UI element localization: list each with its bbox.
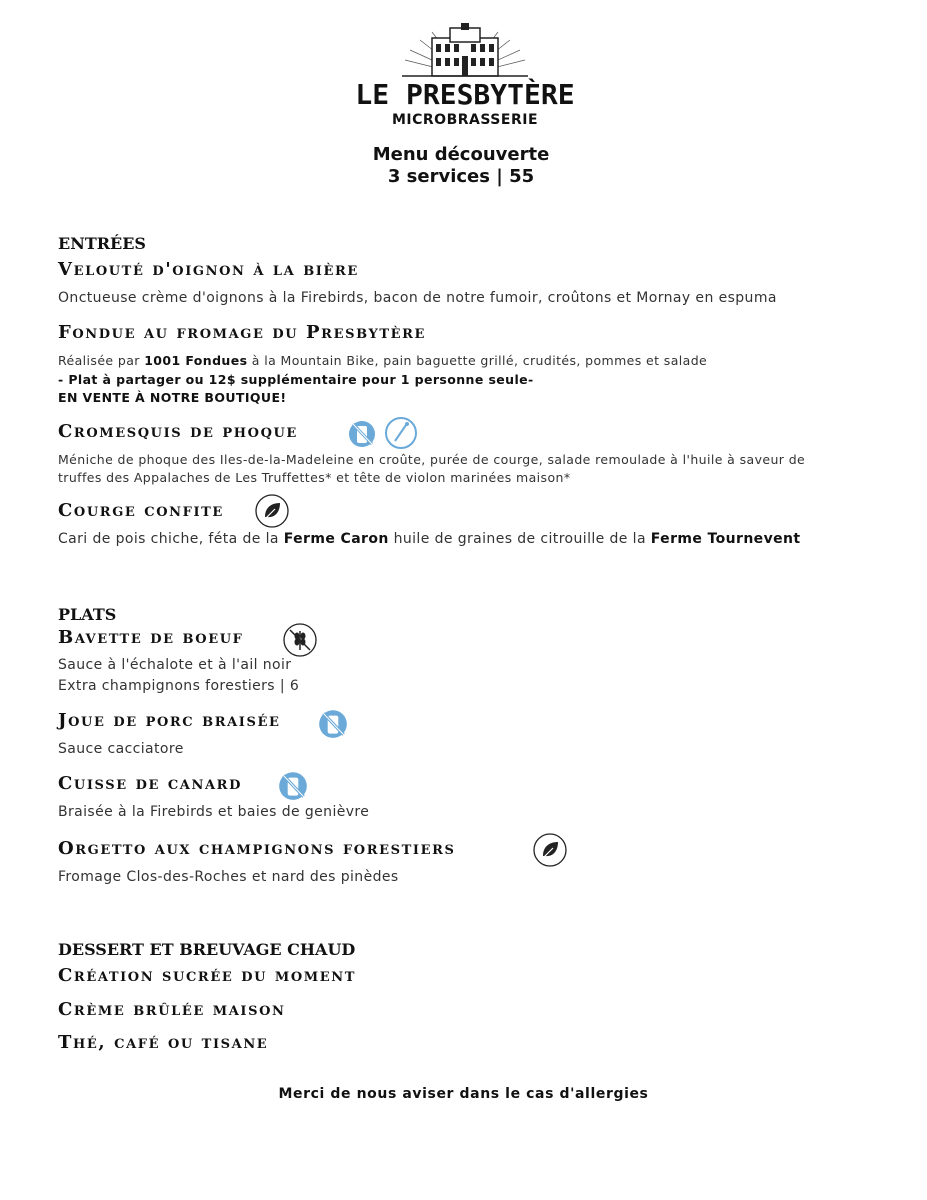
menu-title-line: Menu découverte: [372, 144, 550, 165]
dish-fondue-boutique: EN VENTE À NOTRE BOUTIQUE!: [58, 390, 287, 405]
section-title-plats: PLATS: [58, 605, 117, 624]
no-utensil-icon: [384, 416, 418, 450]
dish-cromesquis-desc2: truffes des Appalaches de Les Truffettes* et tête de violon marinées maison*: [58, 470, 571, 485]
dish-joue-porc-desc: Sauce cacciatore: [58, 741, 184, 757]
brand-name: LE PRESBYTÈRE: [355, 78, 575, 111]
dish-fondue: Fondue au fromage du Presbytère: [58, 322, 427, 343]
dish-bavette-desc2: Extra champignons forestiers | 6: [58, 678, 300, 694]
dish-bavette: Bavette de boeuf: [58, 627, 244, 648]
dish-courge: Courge confite: [58, 500, 224, 521]
ferme-caron: Ferme Caron: [283, 531, 389, 547]
dish-creme-brulee: Crème brûlée maison: [58, 999, 286, 1020]
dish-veloute: Velouté d'oignon à la bière: [58, 259, 359, 280]
dish-fondue-note: - Plat à partager ou 12$ supplémentaire pour 1 personne seule-: [58, 372, 534, 387]
menu-price-line: 3 services | 55: [387, 166, 535, 187]
menu-title: [330, 144, 592, 188]
dish-veloute-desc: Onctueuse crème d'oignons à la Firebirds, bacon de notre fumoir, croûtons et Mornay en espuma: [58, 290, 777, 306]
section-title-dessert: DESSERT ET BREUVAGE CHAUD: [58, 940, 356, 959]
dish-orgetto: Orgetto aux champignons forestiers: [58, 838, 456, 859]
dish-cromesquis: Cromesquis de phoque: [58, 421, 298, 442]
dish-the-cafe: Thé, café ou tisane: [58, 1032, 269, 1053]
dish-orgetto-desc: Fromage Clos-des-Roches et nard des pinèdes: [58, 869, 399, 885]
leaf-icon: [532, 832, 568, 868]
dish-bavette-desc1: Sauce à l'échalote et à l'ail noir: [58, 657, 292, 673]
section-title-entrees: ENTRÉES: [58, 234, 146, 253]
ferme-tournevent: Ferme Tournevent: [650, 531, 801, 547]
fondue-partner: 1001 Fondues: [144, 353, 248, 368]
leaf-icon: [254, 493, 290, 529]
dish-cromesquis-desc1: Méniche de phoque des Iles-de-la-Madeleine en croûte, purée de courge, salade remoulade à l'huile à saveur de: [58, 452, 806, 467]
dish-cuisse-canard: Cuisse de canard: [58, 773, 242, 794]
dish-cuisse-canard-desc: Braisée à la Firebirds et baies de genièvre: [58, 804, 370, 820]
dairy-free-icon: [346, 417, 378, 449]
dish-fondue-desc: Réalisée par 1001 Fondues à la Mountain Bike, pain baguette grillé, crudités, pommes et salade: [58, 353, 708, 368]
dairy-free-icon: [316, 706, 350, 740]
dish-creation-sucree: Création sucrée du moment: [58, 965, 357, 986]
allergy-notice: Merci de nous aviser dans le cas d'allergies: [278, 1086, 649, 1102]
dairy-free-icon: [276, 768, 310, 802]
dish-courge-desc: Cari de pois chiche, féta de la Ferme Caron huile de graines de citrouille de la Ferme Tournevent: [58, 531, 801, 547]
brand-subtitle: MICROBRASSERIE: [391, 112, 539, 128]
dish-joue-porc: Joue de porc braisée: [58, 710, 281, 731]
gluten-free-icon: [282, 622, 318, 658]
